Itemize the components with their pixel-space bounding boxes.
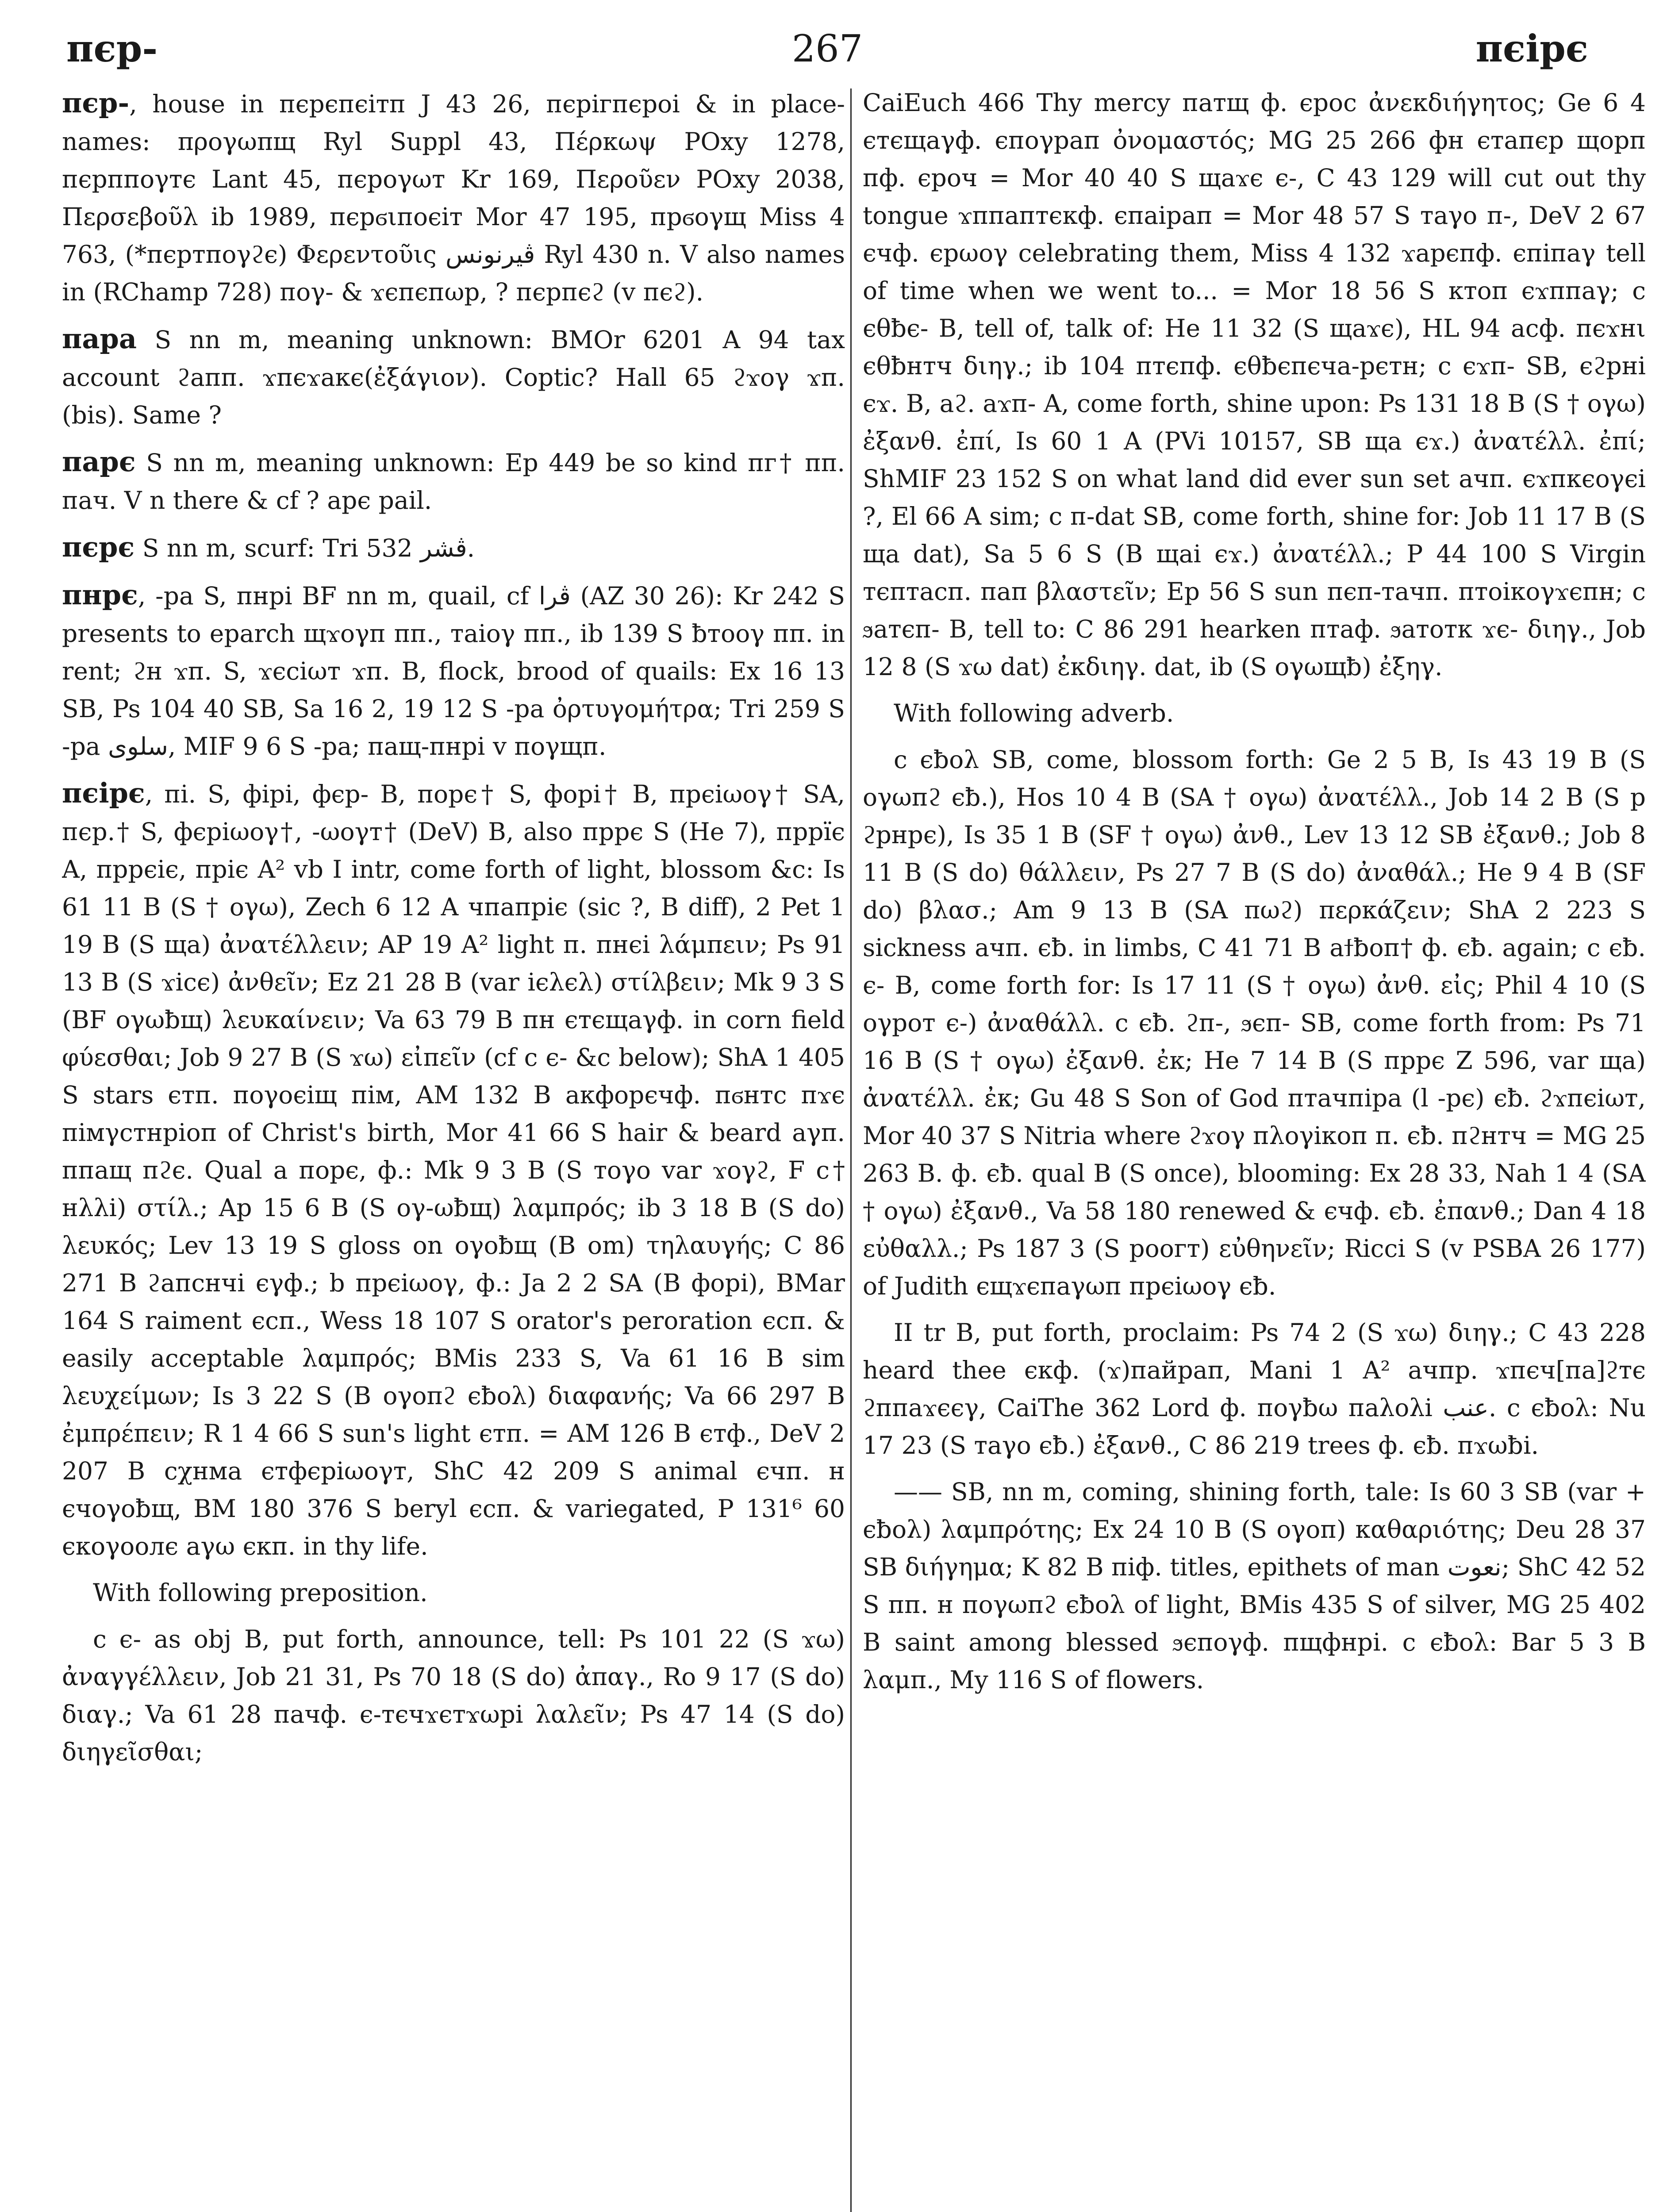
entry-body: —— SB, nn m, coming, shining forth, tale: Is 60 3 SB (var + єƀоλ) λαμπρότης; Ex 24 10 B (S оγоп) καθαριότης; Deu 28 37 SB διήγημα; K 82 B піф. titles, epithets of man نعوت; ShC 42 52 S пп. н поγωпϩ єƀоλ of light, BMis 435 S of silver, MG 25 402 B saint among blessed ϧєпоγф. пщфнрі. c єƀоλ: Bar 5 3 B λαμπ., My 116 S of flowers.	[863, 1478, 1646, 1694]
entry-body: , house in пєрєпєітп J 43 26, пєрігпєроі & in place-names: προγωπщ Ryl Suppl 43, Πέρκωψ POxy 1278, пєрппоγтє Lant 45, пєроγωт Kr 169, Περοῦεν POxy 2038, Περσεβοῦλ ib 1989, пєрϭιпоєіт Mor 47 195, прϭоγщ Miss 4 763, (*пєртпоγϩє) Φερεντοῦις ڤيرنونس Ryl 430 n. V also names in (RChamp 728) поγ- & ϫєпєпωр, ? пєрпєϩ (v пєϩ).	[62, 90, 845, 306]
entry-body: , пі. S, фірі, фєр- B, порє† S, форі† B, прєіωоγ† SA, пєр.† S, фєріωоγ†, -ωоγт† (DeV) B, also пррє S (He 7), пррїє A, пррєіє, пріє A² vb I intr, come forth of light, blossom &c: Is 61 11 B (S † оγω), Zech 6 12 A чпапріє (sic ?, B diff), 2 Pet 1 19 B (S щa) ἀνατέλλειν; AP 19 A² light п. пнєі λάμπειν; Ps 91 13 B (S ϫісє) ἀνθεῖν; Ez 21 28 B (var ієλєλ) στίλβειν; Mk 9 3 S (BF оγωƀщ) λευκαίνειν; Va 63 79 B пн єтєщаγф. in corn field φύεσθαι; Job 9 27 B (S ϫω) εἰπεῖν (cf c є- &c below); ShA 1 405 S stars єтп. поγоєіщ пім, AM 132 B акфорєчф. пϭнтс пϫє пімγстнріоп of Christ's birth, Mor 41 66 S hair & beard аγп. ппащ пϩє. Qual a порє, ф.: Mk 9 3 B (S тоγо var ϫоγϩ, F c† нλλі) στίλ.; Ap 15 6 B (S оγ-ωƀщ) λαμπρός; ib 3 18 B (S do) λευκός; Lev 13 19 S gloss on оγоƀщ (B om) τηλαυγής; C 86 271 B ϩапснчі єγф.; b прєіωоγ, ф.: Ja 2 2 SA (B форі), BMar 164 S raiment єсп., Wess 18 107 S orator's peroration єсп. & easily acceptable λαμπρός; BMis 233 S, Va 61 16 B sim λευχείμων; Is 3 22 S (B оγоπϩ єƀоλ) διαφανής; Va 66 297 B ἐμπρέπειν; R 1 4 66 S sun's light єтп. = AM 126 B єтф., DeV 2 207 B сχнма єтфєріωоγт, ShC 42 209 S animal єчп. н єчоγоƀщ, BM 180 376 S beryl єсп. & variegated, P 131⁶ 60 єкоγоолє аγω єкп. in thy life.	[62, 780, 845, 1560]
entry-headword: пєрє	[62, 531, 135, 563]
dictionary-entry-pere	[62, 528, 845, 567]
entry-headword: пєірє	[62, 777, 145, 809]
entry-body: S nn m, meaning unknown: BMOr 6201 A 94 tax account ϩапп. ϫпєϫакє(ἐξάγιον). Coptic? Hall 65 ϩϫоγ ϫп. (bis). Same ?	[62, 326, 845, 429]
column-divider	[850, 88, 852, 2212]
dictionary-entry-ebol	[863, 741, 1646, 1305]
dictionary-entry-prep-e	[62, 1621, 845, 1771]
entry-body: With following adverb.	[894, 699, 1174, 727]
header-right-guide-word: пєірє	[1475, 27, 1588, 70]
entry-headword: пнрє	[62, 579, 138, 611]
entry-body: c є- as obj B, put forth, announce, tell: Ps 101 22 (S ϫω) ἀναγγέλλειν, Job 21 31, Ps 70 18 (S do) ἀπαγ., Ro 9 17 (S do) διαγ.; Va 61 28 пачф. є-тєчϫєтϫωрі λαλεῖν; Ps 47 14 (S do) διηγεῖσθαι;	[62, 1625, 845, 1766]
right-column	[863, 84, 1646, 2212]
entry-body: With following preposition.	[93, 1578, 428, 1607]
header-left-guide-word: пєр-	[66, 27, 158, 70]
dictionary-entry-per	[62, 84, 845, 311]
dictionary-entry-cont	[863, 84, 1646, 686]
dictionary-entry-peire	[62, 774, 845, 1565]
dictionary-entry-nn	[863, 1473, 1646, 1699]
dictionary-entry-tr	[863, 1314, 1646, 1464]
entry-headword: пара	[62, 323, 137, 355]
page-number: 267	[791, 27, 863, 70]
entry-body: c єƀоλ SB, come, blossom forth: Ge 2 5 B, Is 43 19 B (S оγωпϩ єƀ.), Hos 10 4 B (SA † оγω) ἀνατέλλ., Job 14 2 B (S р ϩрнрє), Is 35 1 B (SF † оγω) ἀνθ., Lev 13 12 SB ἐξανθ.; Job 8 11 B (S do) θάλλειν, Ps 27 7 B (S do) ἀναθάλ.; He 9 4 B (SF do) βλασ.; Am 9 13 B (SA πωϩ) περκάζειν; ShA 2 223 S sickness ачп. єƀ. in limbs, C 41 71 B аϯƀоп† ф. єƀ. again; c єƀ. є- B, come forth for: Is 17 11 (S † оγω) ἀνθ. εἰς; Phil 4 10 (S оγрот є-) ἀναθάλλ. c єƀ. ϩп-, ϧєп- SB, come forth from: Ps 71 16 B (S † оγω) ἐξανθ. ἐκ; He 7 14 B (S пррє Z 596, var щa) ἀνατέλλ. ἐκ; Gu 48 S Son of God птачпіра (l -рє) єƀ. ϩϫпєіωт, Mor 40 37 S Nitria where ϩϫоγ пλоγікоп п. єƀ. пϩнтч = MG 25 263 B. ф. єƀ. qual B (S once), blooming: Ex 28 33, Nah 1 4 (SA † оγω) ἐξανθ., Va 58 180 renewed & єчф. єƀ. ἐπανθ.; Dan 4 18 εὐθαλλ.; Ps 187 3 (S роогт) εὐθηνεῖν; Ricci S (v PSBA 26 177) of Judith єщϫєпаγωп прєіωоγ єƀ.	[863, 745, 1646, 1300]
entry-body: S nn m, scurf: Tri 532 ڤشر.	[134, 534, 475, 562]
dictionary-entry-adv-heading	[863, 695, 1646, 732]
dictionary-entry-para	[62, 320, 845, 434]
left-column	[62, 84, 845, 2212]
entry-body: S nn m, meaning unknown: Ep 449 be so kind пг† пп. пач. V n there & cf ? арє pail.	[62, 449, 845, 515]
entry-body: , -ра S, пнрі BF nn m, quail, cf ڤرا (AZ 30 26): Kr 242 S presents to eparch щϫоγп пп., таіоγ пп., ib 139 S ƀтооγ пп. in rent; ϩн ϫп. S, ϫєсіωт ϫп. B, flock, brood of quails: Ex 16 13 SB, Ps 104 40 SB, Sa 16 2, 19 12 S -ра ὀρτυγομήτρα; Tri 259 S -ра سلوى, MIF 9 6 S -ра; пащ-пнрі v поγщп.	[62, 582, 845, 760]
dictionary-entry-pare	[62, 443, 845, 519]
dictionary-entry-prep-heading	[62, 1574, 845, 1612]
dictionary-entry-pire	[62, 576, 845, 765]
entry-body: CaiEuch 466 Thy mercy патщ ф. єрос ἀνεκδιήγητος; Ge 6 4 єтєщаγф. єпоγрап ὀνομαστός; MG 25 266 фн єтапєр щорп пф. єроч = Mor 40 40 S щаϫє є-, C 43 129 will cut out thy tongue ϫппаптєкф. єпаірап = Mor 48 57 S таγо п-, DeV 2 67 єчф. єрωоγ celebrating them, Miss 4 132 ϫарєпф. єпіпаγ tell of time when we went to... = Mor 18 56 S ктоп єϫппаγ; c єθƀє- B, tell of, talk of: He 11 32 (S щаϫє), HL 94 асф. пєϫнι єθƀнтч διηγ.; ib 104 птєпф. єθƀєпєча-рєтн; c єϫп- SB, єϩрні єϫ. B, аϩ. аϫп- A, come forth, shine upon: Ps 131 18 B (S † оγω) ἐξανθ. ἐπί, Is 60 1 A (PVi 10157, SB щa єϫ.) ἀνατέλλ. ἐπί; ShMIF 23 152 S on what land did ever sun set ачп. єϫпкєоγєі ?, El 66 A sim; c п-dat SB, come forth, shine for: Job 11 17 B (S щa dat), Sa 5 6 S (B щаі єϫ.) ἀνατέλλ.; P 44 100 S Virgin тєптасп. пап βλαστεῖν; Ep 56 S sun пєп-тачп. птоікоγϫєпн; c ϧатєп- B, tell to: C 86 291 hearken птаф. ϧатотк ϫє- διηγ., Job 12 8 (S ϫω dat) ἐκδιηγ. dat, ib (S оγωщƀ) ἐξηγ.	[863, 88, 1646, 681]
entry-headword: парє	[62, 445, 136, 478]
entry-body: II tr B, put forth, proclaim: Ps 74 2 (S ϫω) διηγ.; C 43 228 heard thee єкф. (ϫ)пайрап, Mani 1 A² ачпр. ϫпєч[па]ϩтє ϩппаϫєєγ, CaiThe 362 Lord ф. поγƀω паλоλі عنب. c єƀоλ: Nu 17 23 (S таγо єƀ.) ἐξανθ., C 86 219 trees ф. єƀ. пϫωƀі.	[863, 1318, 1646, 1459]
entry-headword: пєр-	[62, 87, 130, 119]
page-header	[66, 22, 1588, 88]
